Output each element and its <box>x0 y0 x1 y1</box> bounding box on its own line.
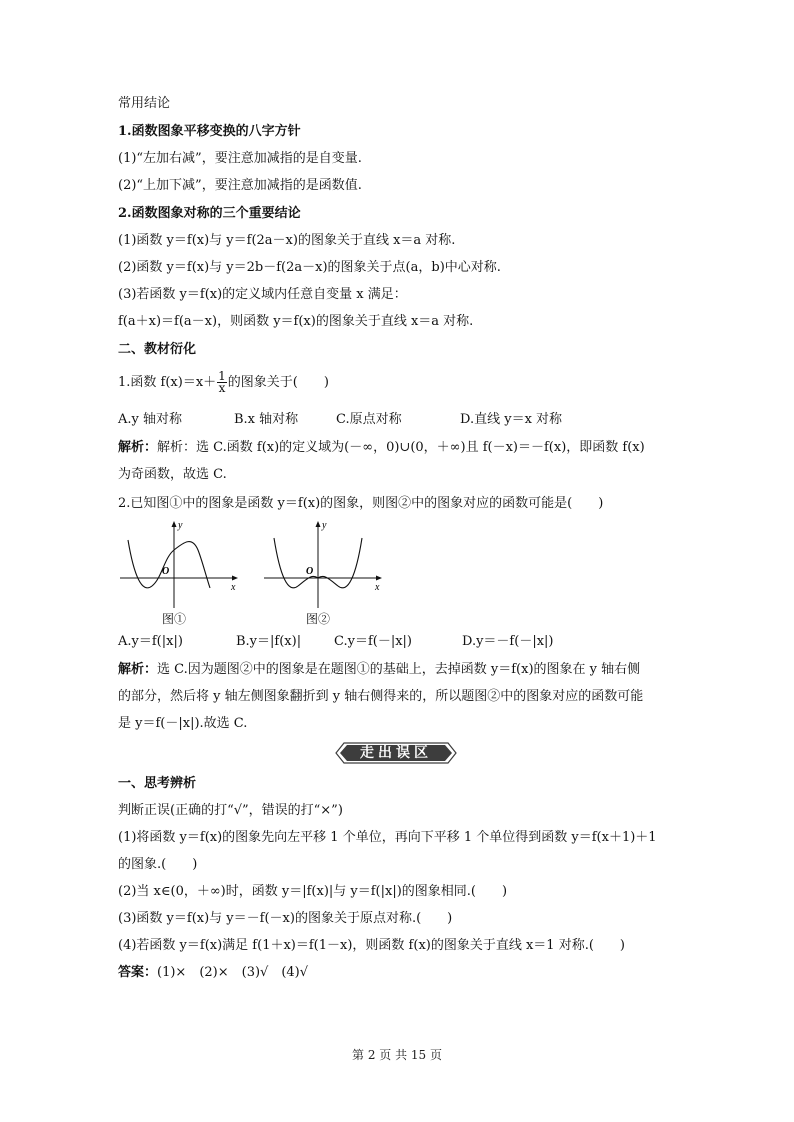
graph-1 <box>116 516 242 612</box>
judge-1-line-2: 的图象.( ) <box>118 857 198 872</box>
part-2-title: 二、教材衍化 <box>118 342 197 357</box>
question-1-analysis-line-1 <box>118 439 645 457</box>
question-1-option-b: B.x 轴对称 <box>234 412 299 427</box>
part-3-title: 一、思考辨析 <box>118 776 197 791</box>
graph-1-x-arrow <box>232 576 238 581</box>
graph-1-x-label: x <box>231 582 236 593</box>
question-1-option-c: C.原点对称 <box>336 412 402 427</box>
banner-text: 走出误区 <box>360 745 432 761</box>
graph-2 <box>260 516 386 612</box>
question-2-analysis-line-3: 是 y＝f(－|x|).故选 C. <box>118 716 248 731</box>
question-2-analysis-line-1 <box>118 661 640 679</box>
answer-text: (1)× (2)× (3)√ (4)√ <box>157 965 309 980</box>
judge-1-line-1: (1)将函数 y＝f(x)的图象先向左平移 1 个单位，再向下平移 1 个单位得到函数 y＝f(x＋1)＋1 <box>118 830 657 845</box>
conclusion-2-line-1: (1)函数 y＝f(x)与 y＝f(2a－x)的图象关于直线 x＝a 对称. <box>118 233 456 248</box>
graph-1-y-label: y <box>178 520 183 531</box>
fraction-1-over-x <box>217 371 227 394</box>
graph-2-x-label: x <box>375 582 380 593</box>
question-1-suffix: 的图象关于( ) <box>227 375 329 390</box>
question-2-option-a: A.y＝f(|x|) <box>118 634 183 649</box>
question-1-prefix: 1.函数 f(x)＝x＋ <box>118 375 217 390</box>
graph-1-curve <box>128 540 210 588</box>
conclusion-1-line-1: (1)“左加右减”，要注意加减指的是自变量. <box>118 151 362 166</box>
question-2-stem: 2.已知图①中的图象是函数 y＝f(x)的图象，则图②中的图象对应的函数可能是( ) <box>118 496 604 511</box>
judge-4: (4)若函数 y＝f(x)满足 f(1＋x)＝f(1－x)，则函数 f(x)的图象关于直线 x＝1 对称.( ) <box>118 938 625 953</box>
conclusion-2-line-3: (3)若函数 y＝f(x)的定义域内任意自变量 x 满足： <box>118 287 407 302</box>
graph-2-y-arrow <box>316 521 321 527</box>
analysis-text: 选 C.因为题图②中的图象是在题图①的基础上，去掉函数 y＝f(x)的图象在 y 轴右侧 <box>157 662 641 677</box>
judge-intro: 判断正误(正确的打“√”，错误的打“×”) <box>118 803 343 818</box>
conclusion-2-title: 2.函数图象对称的三个重要结论 <box>118 206 301 221</box>
conclusion-1-line-2: (2)“上加下减”，要注意加减指的是函数值. <box>118 178 362 193</box>
question-1-stem <box>118 371 329 394</box>
question-1-option-d: D.直线 y＝x 对称 <box>460 412 563 427</box>
fraction-denominator: x <box>218 381 226 395</box>
fraction-numerator: 1 <box>218 369 226 383</box>
analysis-label: 解析： <box>118 662 158 677</box>
question-2-analysis-line-2: 的部分，然后将 y 轴左侧图象翻折到 y 轴右侧得来的，所以题图②中的图象对应的函数可能 <box>118 689 644 704</box>
question-2-option-d: D.y＝－f(－|x|) <box>462 634 554 649</box>
question-2-option-c: C.y＝f(－|x|) <box>334 634 413 649</box>
graph-2-x-arrow <box>376 576 382 581</box>
conclusion-1-title: 1.函数图象平移变换的八字方针 <box>118 124 301 139</box>
page-footer: 第 2 页 共 15 页 <box>352 1048 442 1062</box>
conclusion-2-line-4: f(a＋x)＝f(a－x)，则函数 y＝f(x)的图象关于直线 x＝a 对称. <box>118 314 474 329</box>
judge-3: (3)函数 y＝f(x)与 y＝－f(－x)的图象关于原点对称.( ) <box>118 911 453 926</box>
conclusion-2-line-2: (2)函数 y＝f(x)与 y＝2b－f(2a－x)的图象关于点(a，b)中心对称. <box>118 260 501 275</box>
section-title: 常用结论 <box>118 96 171 111</box>
section-banner <box>334 740 458 766</box>
graph-2-caption: 图② <box>306 612 331 626</box>
question-2-option-b: B.y＝|f(x)| <box>236 634 302 649</box>
graph-1-y-arrow <box>172 521 177 527</box>
answer-label: 答案： <box>118 965 158 980</box>
question-1-analysis-line-2: 为奇函数，故选 C. <box>118 467 227 482</box>
graph-1-caption: 图① <box>162 612 187 626</box>
analysis-text: 解析：选 C.函数 f(x)的定义域为(－∞，0)∪(0，＋∞)且 f(－x)＝－f(x)，即函数 f(x) <box>157 440 645 455</box>
question-1-option-a: A.y 轴对称 <box>118 412 182 427</box>
graph-2-y-label: y <box>322 520 327 531</box>
graph-2-origin-label: O <box>306 566 314 577</box>
graph-1-origin-label: O <box>162 566 170 577</box>
judge-2: (2)当 x∈(0，＋∞)时，函数 y＝|f(x)|与 y＝f(|x|)的图象相同.( ) <box>118 884 508 899</box>
answer-line <box>118 964 308 982</box>
analysis-label: 解析： <box>118 440 158 455</box>
